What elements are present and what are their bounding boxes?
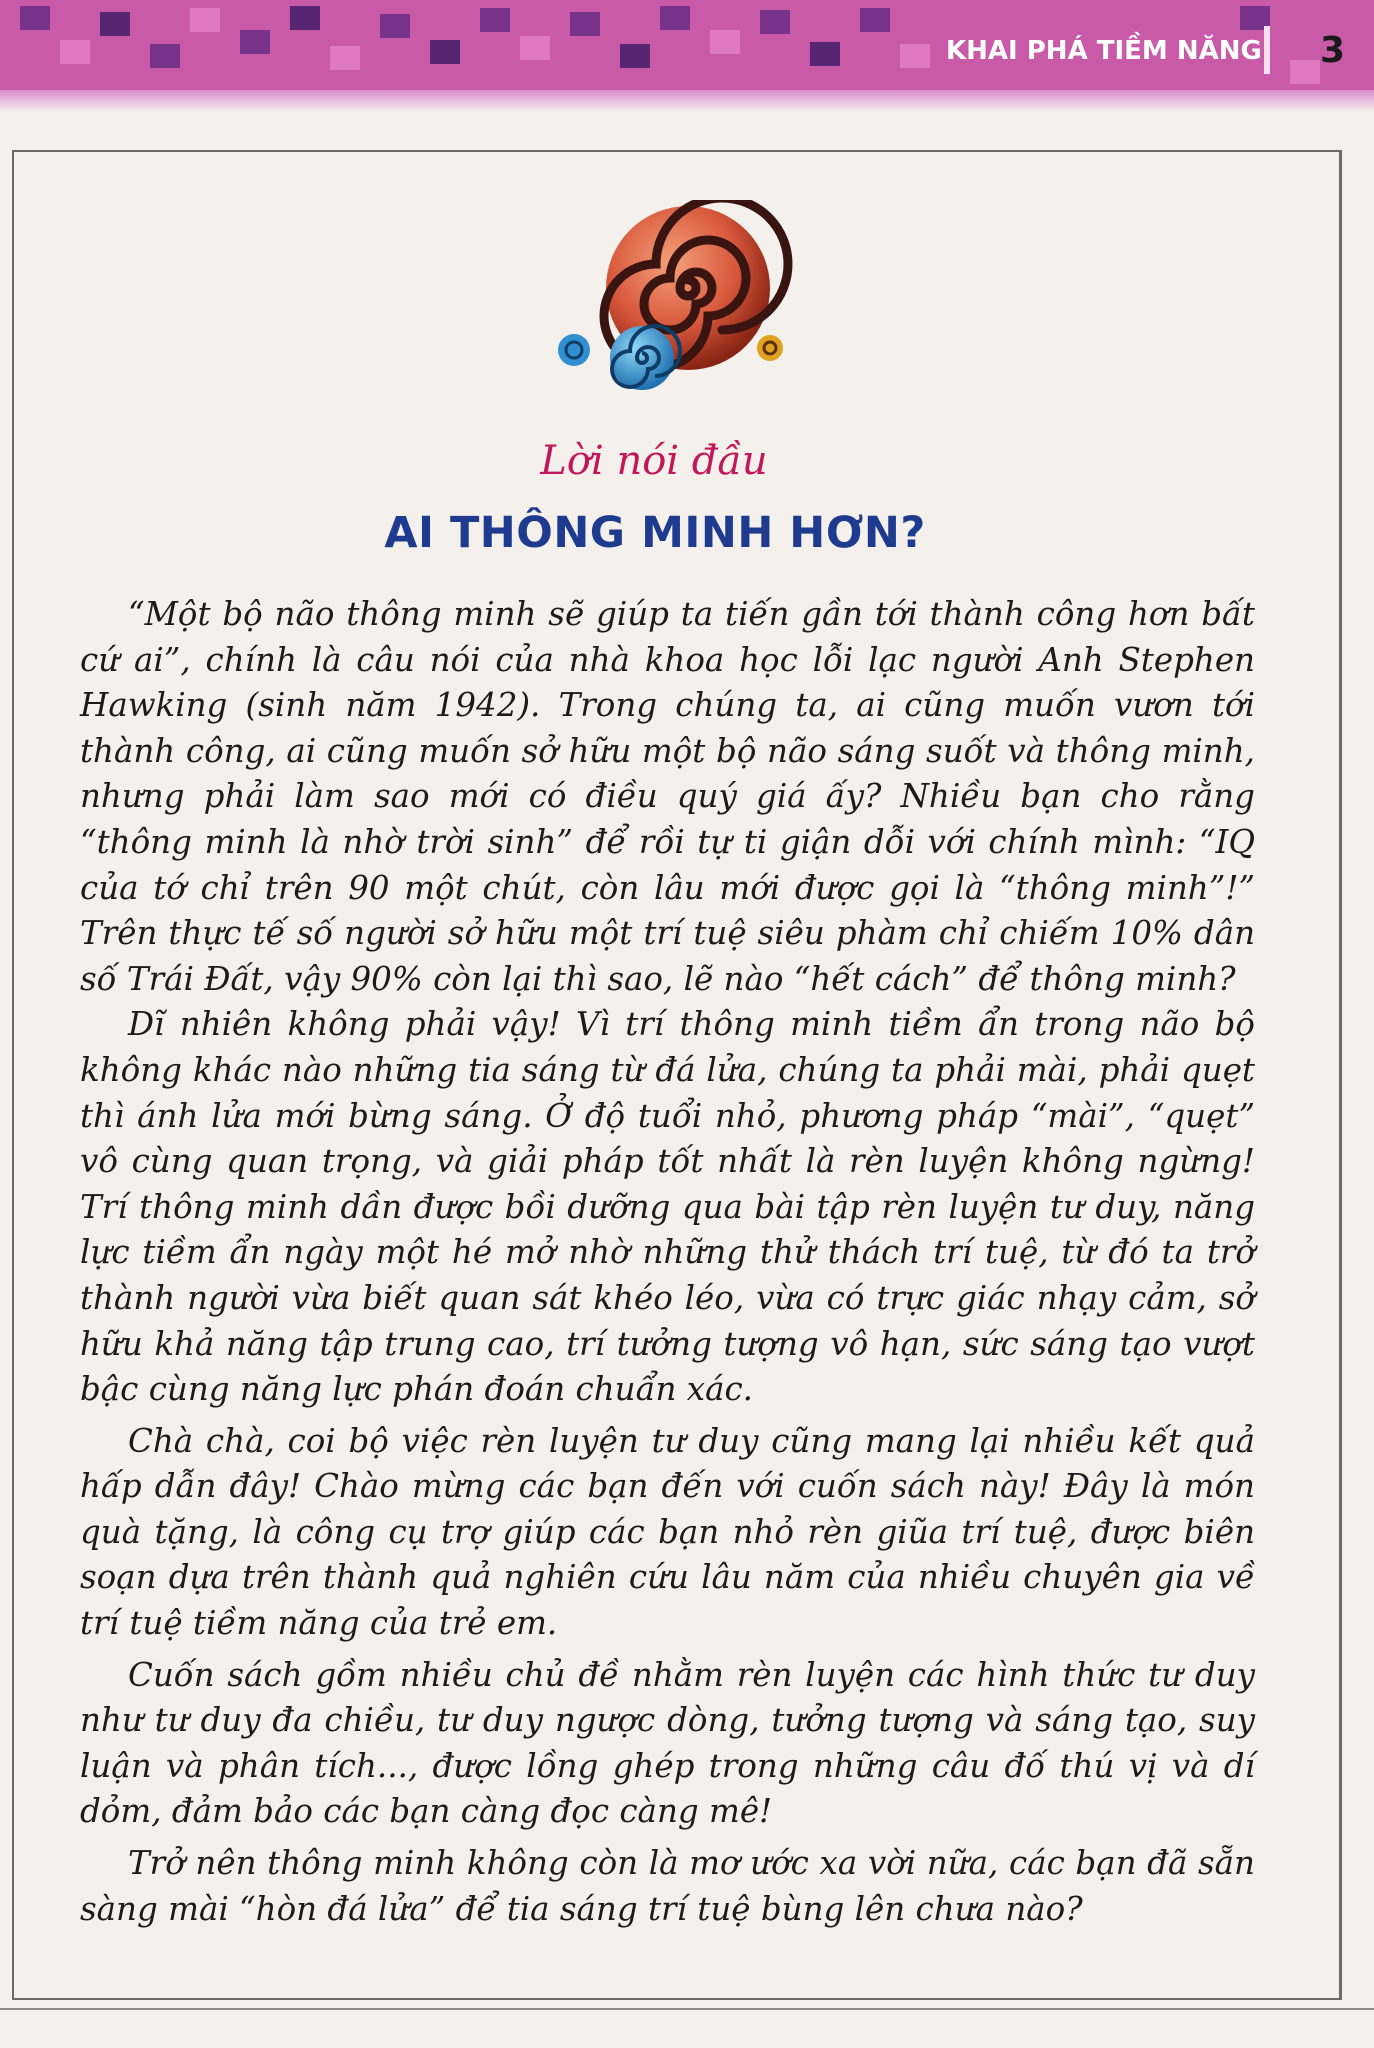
header-tile: [660, 6, 690, 30]
header-tile: [710, 30, 740, 54]
header-band: [0, 0, 1374, 100]
bottom-rule: [0, 2008, 1374, 2010]
header-tile: [330, 46, 360, 70]
header-tile: [760, 10, 790, 34]
swirl-ball-illustration: [540, 200, 810, 400]
header-tile: [480, 8, 510, 32]
small-blue-ball: [558, 334, 590, 366]
header-tile: [240, 30, 270, 54]
paragraph: Cuốn sách gồm nhiều chủ đề nhằm rèn luyện các hình thức tư duy như tư duy đa chiều, tư duy ngược dòng, tưởng tượng và sáng tạo, suy luận và phân tích..., được lồng ghép trong những câu đố thú vị và dí dỏm, đảm bảo các bạn càng đọc càng mê!: [80, 1655, 1255, 1831]
header-divider: [1264, 26, 1270, 74]
paragraph: “Một bộ não thông minh sẽ giúp ta tiến gần tới thành công hơn bất cứ ai”, chính là câu nói của nhà khoa học lỗi lạc người Anh Stephen Hawking (sinh năm 1942). Trong chúng ta, ai cũng muốn vươn tới thành công, ai cũng muốn sở hữu một bộ não sáng suốt và thông minh, nhưng phải làm sao mới có điều quý giá ấy? Nhiều bạn cho rằng “thông minh là nhờ trời sinh” để rồi tự ti giận dỗi với chính mình: “IQ của tớ chỉ trên 90 một chút, còn lâu mới được gọi là “thông minh”!” Trên thực tế số người sở hữu một trí tuệ siêu phàm chỉ chiếm 10% dân số Trái Đất, vậy 90% còn lại thì sao, lẽ nào “hết cách” để thông minh?: [80, 595, 1255, 998]
header-tile: [810, 42, 840, 66]
header-tile: [20, 6, 50, 30]
header-tile: [1290, 60, 1320, 84]
header-tile: [60, 40, 90, 64]
header-tile: [190, 8, 220, 32]
header-tile: [150, 44, 180, 68]
preface-label: Lời nói đầu: [540, 438, 768, 484]
section-title: KHAI PHÁ TIỀM NĂNG: [946, 36, 1262, 66]
header-tile: [860, 8, 890, 32]
header-tile: [620, 44, 650, 68]
header-tile: [900, 44, 930, 68]
header-tile: [520, 36, 550, 60]
header-tile: [380, 14, 410, 38]
page-number: 3: [1320, 30, 1346, 71]
paragraph: Trở nên thông minh không còn là mơ ước xa vời nữa, các bạn đã sẵn sàng mài “hòn đá lửa” để tia sáng trí tuệ bùng lên chưa nào?: [80, 1844, 1255, 1928]
paragraph: Chà chà, coi bộ việc rèn luyện tư duy cũng mang lại nhiều kết quả hấp dẫn đây! Chào mừng các bạn đến với cuốn sách này! Đây là món quà tặng, là công cụ trợ giúp các bạn nhỏ rèn giũa trí tuệ, được biên soạn dựa trên thành quả nghiên cứu lâu năm của nhiều chuyên gia về trí tuệ tiềm năng của trẻ em.: [80, 1421, 1255, 1643]
paragraph: Dĩ nhiên không phải vậy! Vì trí thông minh tiềm ẩn trong não bộ không khác nào những tia sáng từ đá lửa, chúng ta phải mài, phải quẹt thì ánh lửa mới bừng sáng. Ở độ tuổi nhỏ, phương pháp “mài”, “quẹt” vô cùng quan trọng, và giải pháp tốt nhất là rèn luyện không ngừng! Trí thông minh dần được bồi dưỡng qua bài tập rèn luyện tư duy, năng lực tiềm ẩn ngày một hé mở nhờ những thử thách trí tuệ, từ đó ta trở thành người vừa biết quan sát khéo léo, vừa có trực giác nhạy cảm, sở hữu khả năng tập trung cao, trí tưởng tượng vô hạn, sức sáng tạo vượt bậc cùng năng lực phán đoán chuẩn xác.: [80, 1005, 1255, 1409]
small-yellow-ball: [757, 335, 783, 361]
header-tile: [430, 40, 460, 64]
header-tile: [570, 12, 600, 36]
page-title: AI THÔNG MINH HƠN?: [384, 508, 926, 558]
header-fade: [0, 90, 1374, 112]
header-tile: [290, 6, 320, 30]
preface-body: [80, 592, 1255, 1932]
header-tile: [100, 12, 130, 36]
